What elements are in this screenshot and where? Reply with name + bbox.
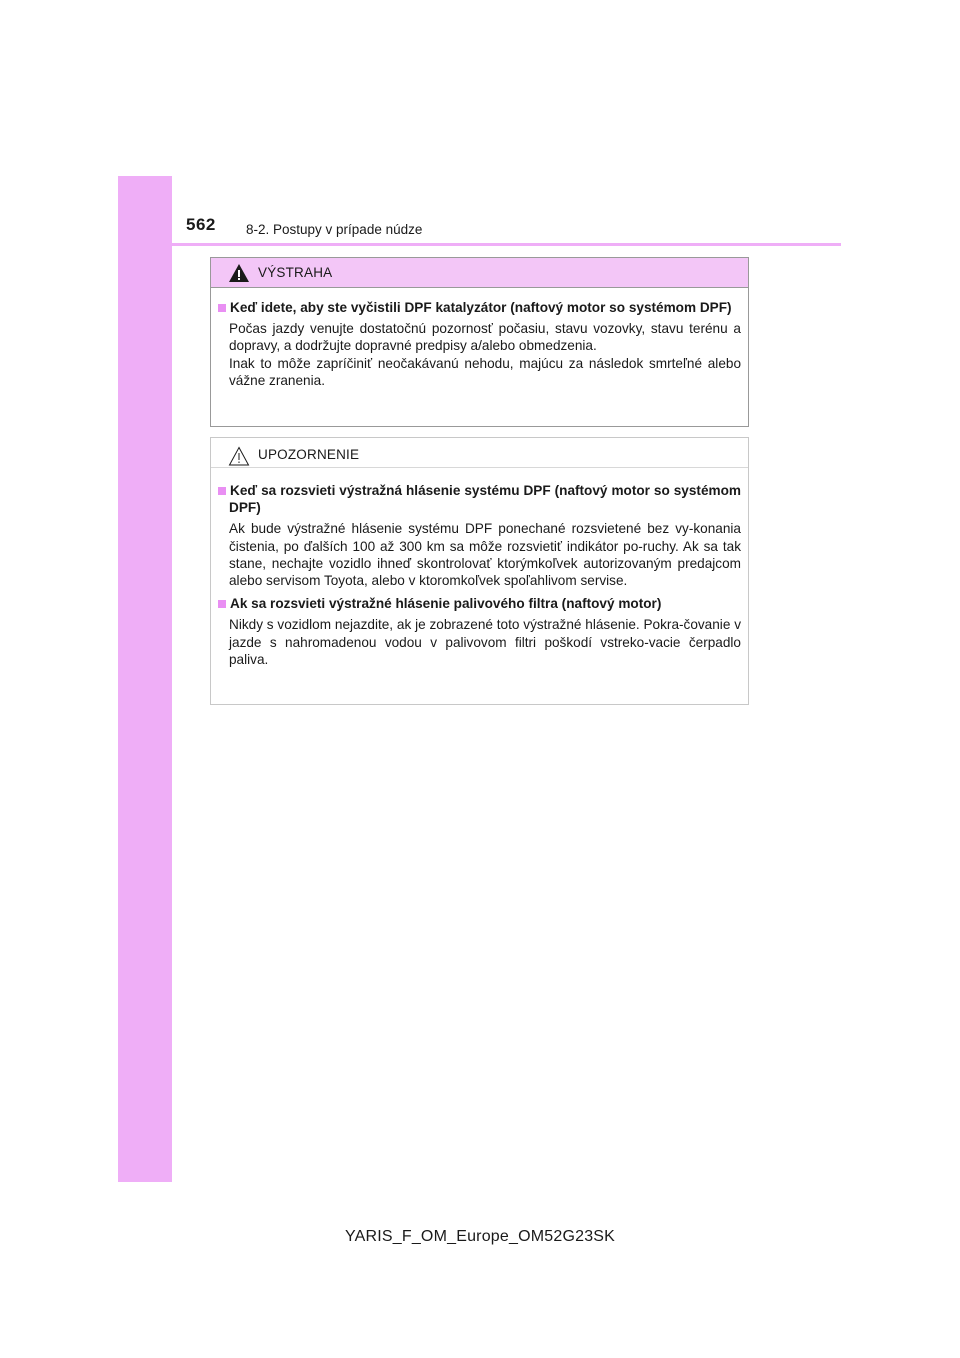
warning-triangle-icon [228, 263, 250, 283]
caution-paragraph: Nikdy s vozidlom nejazdite, ak je zobrazené toto výstražné hlásenie. Pokra-čovanie v jazde s nahromadenou vodou v palivovom filtri poškodí vstreko-vacie čerpadlo paliva. [229, 617, 741, 667]
caution-paragraph: Ak bude výstražné hlásenie systému DPF ponechané rozsvietené bez vy-konania čistenia, po ďalších 100 až 300 km sa môže rozsvietiť indikátor po-ruchy. Ak sa tak stane, nechajte vozidlo ihneď skontrolovať ktorýmkoľvek autorizovaným predajcom alebo servisom Toyota, alebo v ktoromkoľvek spoľahlivom servise. [229, 521, 741, 589]
caution-item-title: Keď sa rozsvieti výstražná hlásenie systému DPF (naftový motor so systémom DPF) [218, 482, 741, 516]
bullet-square-icon [218, 600, 226, 608]
caution-header [211, 438, 748, 468]
warning-content [211, 288, 748, 389]
caution-triangle-icon [228, 446, 250, 466]
caution-item-body [218, 520, 741, 589]
caution-box [210, 437, 749, 705]
caution-item-title: Ak sa rozsvieti výstražné hlásenie palivového filtra (naftový motor) [218, 595, 741, 612]
document-id: YARIS_F_OM_Europe_OM52G23SK [344, 1228, 616, 1245]
warning-item-title: Keď idete, aby ste vyčistili DPF katalyzátor (naftový motor so systémom DPF) [218, 299, 741, 316]
warning-paragraph: Inak to môže zapríčiniť neočakávanú nehodu, majúcu za následok smrteľné alebo vážne zranenia. [229, 355, 741, 388]
header-rule [118, 243, 841, 246]
caution-label: UPOZORNENIE [258, 447, 360, 462]
section-title: 8-2. Postupy v prípade núdze [246, 222, 423, 237]
bullet-square-icon [218, 487, 226, 495]
warning-item-body [218, 320, 741, 389]
warning-label: VÝSTRAHA [258, 265, 333, 280]
chapter-side-tab [118, 176, 172, 1182]
bullet-square-icon [218, 304, 226, 312]
warning-paragraph: Počas jazdy venujte dostatočnú pozornosť počasiu, stavu vozovky, stavu terénu a dopravy, a dodržujte dopravné predpisy a/alebo obmedzenia. [229, 321, 741, 354]
page-number: 562 [186, 215, 216, 234]
caution-content [211, 468, 748, 668]
warning-header [211, 258, 748, 288]
warning-box [210, 257, 749, 427]
caution-item-body [218, 616, 741, 668]
